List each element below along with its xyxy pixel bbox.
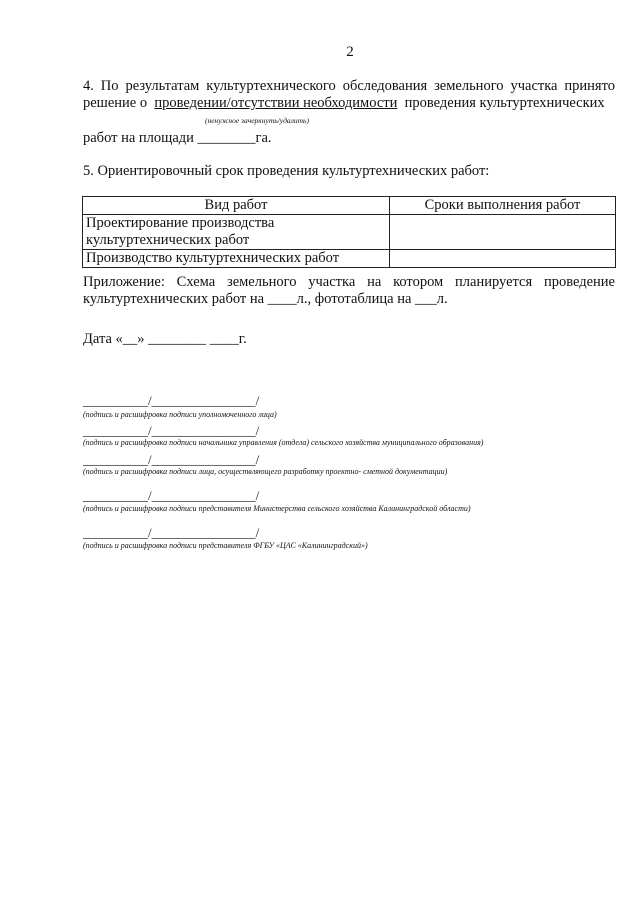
- signature-line: __________/________________/: [83, 393, 260, 408]
- item4-decision-options: проведении/отсутствии необходимости: [154, 95, 398, 111]
- signature-line: __________/________________/: [83, 525, 260, 540]
- works-schedule-table: [82, 196, 616, 268]
- signature-caption: (подпись и расшифровка подписи представителя Министерства сельского хозяйства Калининградской области): [83, 504, 471, 513]
- appendix-word: Приложение:: [83, 274, 165, 290]
- table-row: [83, 250, 616, 268]
- table-cell: [390, 250, 616, 268]
- table-header-row: [83, 197, 616, 215]
- item4-area-line: работ на площади ________га.: [83, 130, 272, 146]
- table-row: [83, 215, 616, 250]
- signature-caption: (подпись и расшифровка подписи представителя ФГБУ «ЦАС «Калининградский»): [83, 541, 368, 550]
- item4-hint: (ненужное зачеркнуть/удалить): [205, 116, 309, 125]
- signature-line: __________/________________/: [83, 488, 260, 503]
- appendix-line2: культуртехнических работ на ____л., фототаблица на ___л.: [83, 291, 448, 307]
- signature-line: __________/________________/: [83, 423, 260, 438]
- appendix-word: участка: [308, 274, 356, 290]
- item4-line2-prefix: решение о: [83, 95, 148, 111]
- appendix-word: проведение: [543, 274, 615, 290]
- signature-caption: (подпись и расшифровка подписи начальника управления (отдела) сельского хозяйства муниципального образования): [83, 438, 484, 447]
- appendix-line1: [83, 274, 615, 291]
- appendix-word: земельного: [226, 274, 297, 290]
- table-header-deadlines: Сроки выполнения работ: [390, 197, 616, 215]
- date-line: Дата «__» ________ ____г.: [83, 331, 247, 347]
- appendix-word: планируется: [455, 274, 533, 290]
- signature-caption: (подпись и расшифровка подписи лица, осуществляющего разработку проектно- сметной документации): [83, 467, 448, 476]
- table-header-work-type: Вид работ: [83, 197, 390, 215]
- item4-word: принято: [564, 78, 616, 94]
- item4-line1: [83, 78, 615, 95]
- page-number: 2: [346, 44, 354, 60]
- appendix-word: Схема: [176, 274, 216, 290]
- item4-word: 4. По: [83, 78, 119, 94]
- appendix-word: на: [367, 274, 382, 290]
- item4-word: культуртехнического: [206, 78, 336, 94]
- table-cell: Проектирование производства культуртехнических работ: [83, 215, 390, 250]
- signature-caption: (подпись и расшифровка подписи уполномоченного лица): [83, 410, 277, 419]
- item4-word: обследования: [342, 78, 428, 94]
- item4-word: результатам: [125, 78, 200, 94]
- item4-line2-suffix: проведения культуртехнических: [404, 95, 605, 111]
- item4-line2: [83, 95, 605, 112]
- item4-word: участка: [510, 78, 558, 94]
- signature-line: __________/________________/: [83, 452, 260, 467]
- item5-title: 5. Ориентировочный срок проведения культуртехнических работ:: [83, 163, 490, 179]
- item4-word: земельного: [434, 78, 504, 94]
- table-cell: [390, 215, 616, 250]
- appendix-word: котором: [393, 274, 444, 290]
- table-cell: Производство культуртехнических работ: [83, 250, 390, 268]
